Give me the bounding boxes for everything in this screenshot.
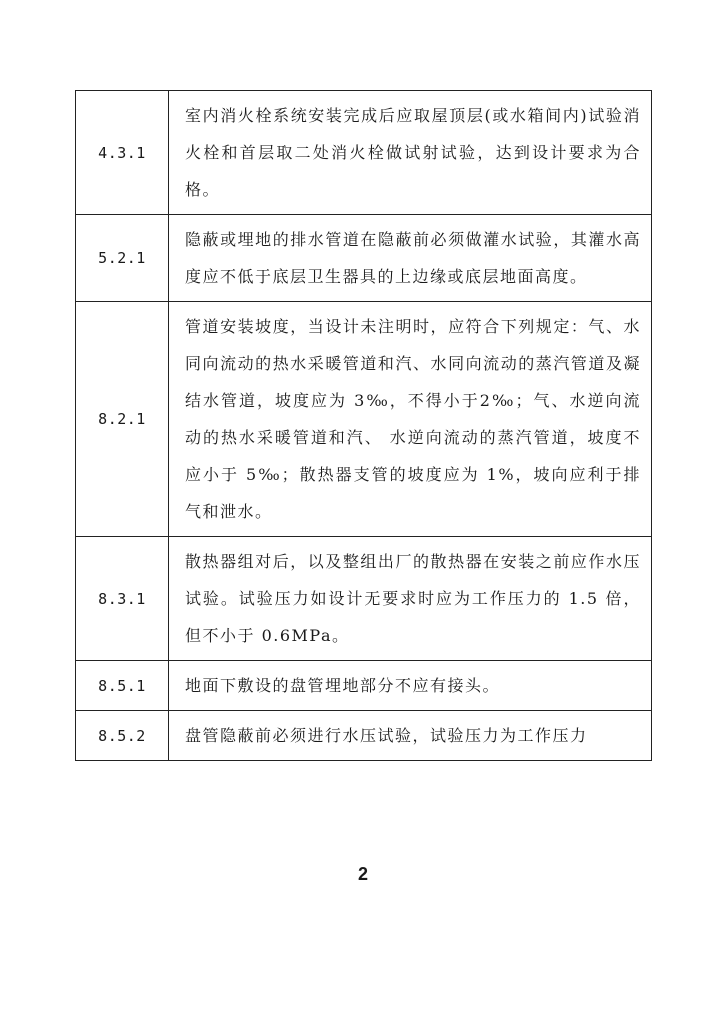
- clause-text: 室内消火栓系统安装完成后应取屋顶层(或水箱间内)试验消火栓和首层取二处消火栓做试射试验，达到设计要求为合格。: [185, 106, 641, 199]
- table-row: [76, 91, 652, 215]
- clause-number: 8.5.2: [76, 711, 169, 761]
- clause-text: 盘管隐蔽前必须进行水压试验，试验压力为工作压力: [185, 726, 588, 745]
- clause-table: [75, 90, 652, 761]
- clause-text-cell: [169, 302, 652, 537]
- page-number: 2: [357, 864, 368, 884]
- table-row: [76, 537, 652, 661]
- clause-text-cell: [169, 215, 652, 302]
- clause-text: 隐蔽或埋地的排水管道在隐蔽前必须做灌水试验，其灌水高度应不低于底层卫生器具的上边缘或底层地面高度。: [185, 230, 641, 286]
- clause-text-cell: [169, 711, 652, 761]
- clause-number: 8.2.1: [76, 302, 169, 537]
- table-row: [76, 215, 652, 302]
- table-row: [76, 711, 652, 761]
- clause-text: 地面下敷设的盘管埋地部分不应有接头。: [185, 676, 501, 695]
- clause-text-cell: [169, 537, 652, 661]
- clause-number: 4.3.1: [76, 91, 169, 215]
- table-row: [76, 661, 652, 711]
- clause-text: 管道安装坡度，当设计未注明时，应符合下列规定：气、水同向流动的热水采暖管道和汽、水同向流动的蒸汽管道及凝结水管道，坡度应为 3‰，不得小于2‰；气、水逆向流动的热水采暖管道和汽、 水逆向流动的蒸汽管道，坡度不应小于 5‰；散热器支管的坡度应为 1%，坡向应利于排气和泄水。: [185, 317, 641, 521]
- table-row: [76, 302, 652, 537]
- clause-number: 8.3.1: [76, 537, 169, 661]
- clause-number: 8.5.1: [76, 661, 169, 711]
- clause-number: 5.2.1: [76, 215, 169, 302]
- clause-text-cell: [169, 91, 652, 215]
- clause-text: 散热器组对后，以及整组出厂的散热器在安装之前应作水压试验。试验压力如设计无要求时应为工作压力的 1.5 倍，但不小于 0.6MPa。: [185, 552, 641, 645]
- clause-text-cell: [169, 661, 652, 711]
